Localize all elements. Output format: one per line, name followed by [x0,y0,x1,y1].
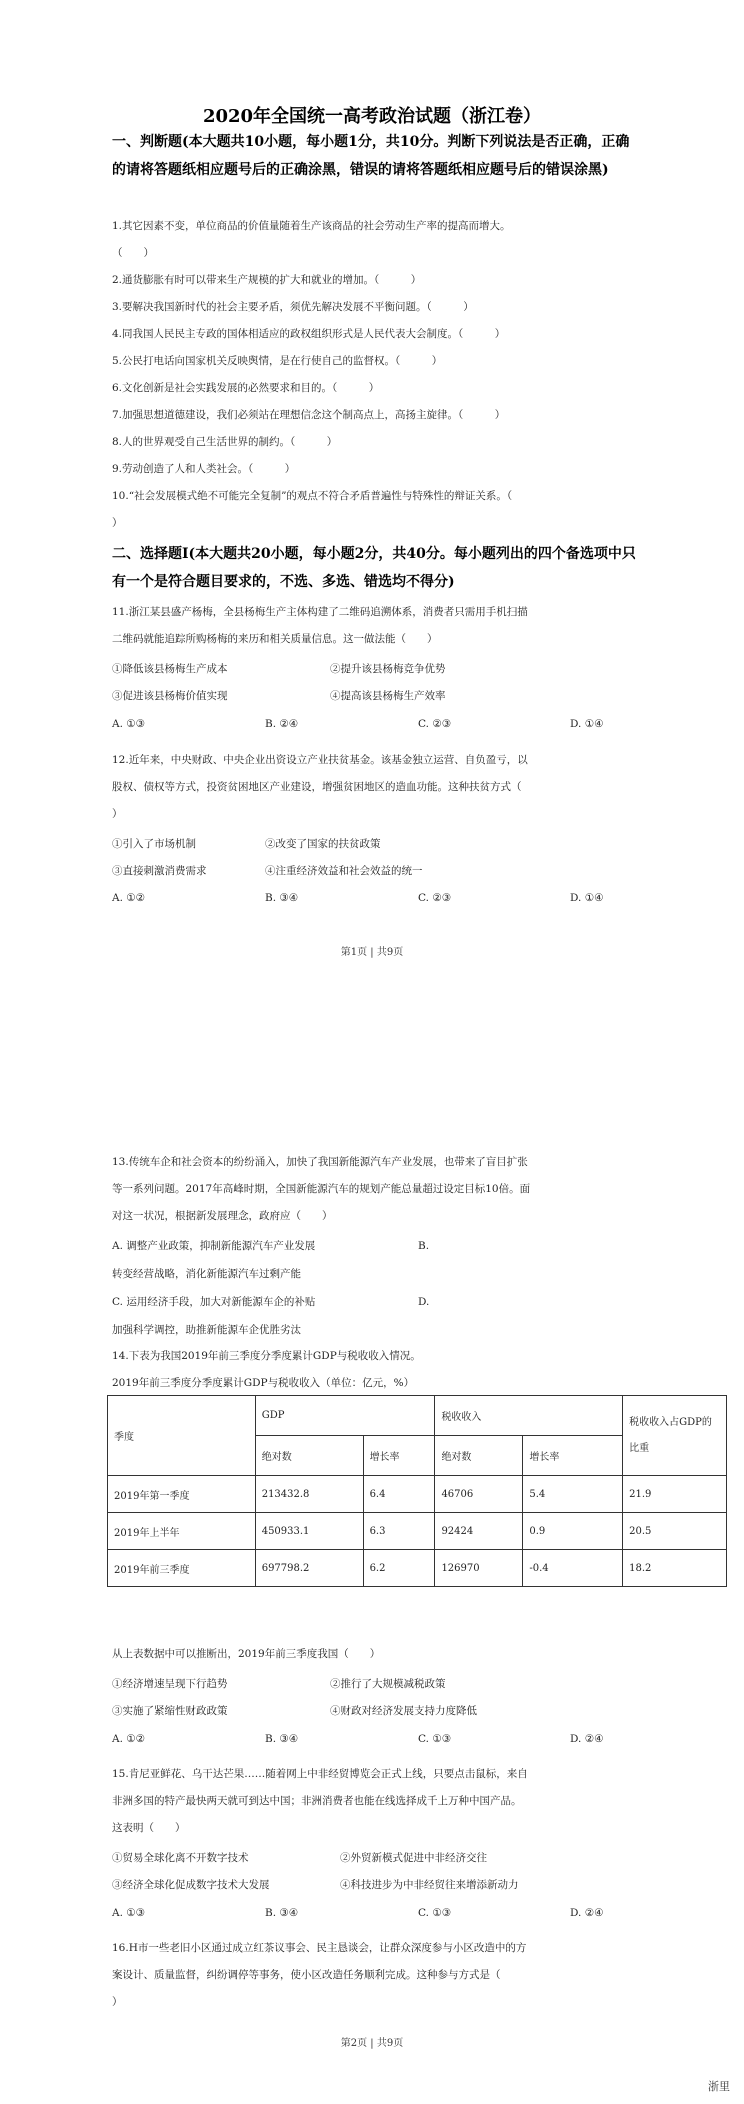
question-15-choice-a: A. ①③ [112,1907,146,1919]
question-12-line-2: 股权、债权等方式，投资贫困地区产业建设，增强贫困地区的造血功能。这种扶贫方式（ [112,781,522,793]
cell-tax: 46706 [435,1476,523,1513]
question-14-inference: 从上表数据中可以推断出，2019年前三季度我国（ ） [112,1648,381,1660]
cell-gdp-rate: 6.3 [363,1513,435,1550]
cell-ratio: 21.9 [623,1476,727,1513]
question-14-choice-b: B. ③④ [265,1733,299,1745]
question-15-choice-d: D. ②④ [570,1907,604,1919]
page-title: 2020年全国统一高考政治试题（浙江卷） [202,106,542,127]
question-15-line-2: 非洲多国的特产最快两天就可到达中国；非洲消费者也能在线选择成千上万种中国产品。 [112,1795,522,1807]
question-9: 9.劳动创造了人和人类社会。（ ） [112,463,296,475]
question-14-choice-d: D. ②④ [570,1733,604,1745]
cell-ratio: 20.5 [623,1513,727,1550]
subheader-gdp-abs: 绝对数 [255,1436,363,1476]
table-row [108,1476,727,1513]
question-12-choice-d: D. ①④ [570,892,604,904]
question-13-line-1: 13.传统车企和社会资本的纷纷涌入，加快了我国新能源汽车产业发展，也带来了盲目扩张 [112,1156,528,1168]
cell-gdp-rate: 6.2 [363,1550,435,1587]
cell-tax-rate: -0.4 [523,1550,623,1587]
subheader-gdp-rate: 增长率 [363,1436,435,1476]
page-footer-2: 第2页 | 共9页 [340,2038,404,2049]
table-header-row [108,1396,727,1436]
question-15-option-1: ①贸易全球化离不开数字技术 [112,1852,249,1864]
question-12-option-1: ①引入了市场机制 [112,838,196,850]
question-12-option-2: ②改变了国家的扶贫政策 [265,838,381,850]
subheader-tax-rate: 增长率 [523,1436,623,1476]
question-10-line-1: 10.“社会发展模式绝不可能完全复制”的观点不符合矛盾普遍性与特殊性的辩证关系。（ [112,490,513,502]
cell-gdp: 213432.8 [255,1476,363,1513]
cell-tax: 126970 [435,1550,523,1587]
question-13-choice-b-text: 转变经营战略，消化新能源汽车过剩产能 [112,1268,301,1280]
question-14-option-1: ①经济增速呈现下行趋势 [112,1678,228,1690]
cell-ratio: 18.2 [623,1550,727,1587]
question-12-choice-c: C. ②③ [418,892,452,904]
question-1-line-1: 1.其它因素不变，单位商品的价值量随着生产该商品的社会劳动生产率的提高而增大。 [112,220,511,232]
question-11-option-1: ①降低该县杨梅生产成本 [112,663,228,675]
section-heading-judgment: 一、判断题(本大题共10小题，每小题1分，共10分。判断下列说法是否正确，正确的请将答题纸相应题号后的正确涂黑，错误的请将答题纸相应题号后的错误涂黑) [112,134,630,178]
header-gdp: GDP [255,1396,435,1436]
header-season: 季度 [108,1396,256,1476]
cell-gdp: 697798.2 [255,1550,363,1587]
question-15-option-3: ③经济全球化促成数字技术大发展 [112,1879,270,1891]
question-7: 7.加强思想道德建设，我们必须站在理想信念这个制高点上，高扬主旋律。（ ） [112,409,506,421]
question-13-choice-b-label: B. [418,1240,430,1252]
question-13-choice-d-label: D. [418,1296,430,1308]
question-5: 5.公民打电话向国家机关反映舆情，是在行使自己的监督权。（ ） [112,355,443,367]
question-14-choice-c: C. ①③ [418,1733,452,1745]
question-14-option-3: ③实施了紧缩性财政政策 [112,1705,228,1717]
question-11-line-1: 11.浙江某县盛产杨梅，全县杨梅生产主体构建了二维码追溯体系，消费者只需用手机扫描 [112,606,528,618]
question-15-line-1: 15.肯尼亚鲜花、乌干达芒果……随着网上中非经贸博览会正式上线，只要点击鼠标，来自 [112,1768,528,1780]
question-16-line-2: 案设计、质量监督，纠纷调停等事务，使小区改造任务顺利完成。这种参与方式是（ [112,1969,501,1981]
table-row [108,1513,727,1550]
cell-season: 2019年前三季度 [108,1550,256,1587]
question-12-line-3: ） [112,808,123,820]
question-13-line-3: 对这一状况，根据新发展理念，政府应（ ） [112,1210,333,1222]
table-caption: 2019年前三季度分季度累计GDP与税收收入（单位：亿元，%） [112,1377,415,1389]
question-3: 3.要解决我国新时代的社会主要矛盾，须优先解决发展不平衡问题。（ ） [112,301,474,313]
cell-tax-rate: 0.9 [523,1513,623,1550]
question-11-choice-a: A. ①③ [112,718,146,730]
cell-tax-rate: 5.4 [523,1476,623,1513]
question-12-choice-a: A. ①② [112,892,146,904]
question-2: 2.通货膨胀有时可以带来生产规模的扩大和就业的增加。（ ） [112,274,422,286]
question-15-line-3: 这表明（ ） [112,1822,186,1834]
question-11-option-4: ④提高该县杨梅生产效率 [330,690,446,702]
subheader-tax-abs: 绝对数 [435,1436,523,1476]
question-8: 8.人的世界观受自己生活世界的制约。（ ） [112,436,338,448]
question-14-option-4: ④财政对经济发展支持力度降低 [330,1705,477,1717]
cell-gdp-rate: 6.4 [363,1476,435,1513]
table-row [108,1550,727,1587]
cell-season: 2019年第一季度 [108,1476,256,1513]
question-13-line-2: 等一系列问题。2017年高峰时期，全国新能源汽车的规划产能总量超过设定目标10倍。面 [112,1183,531,1195]
section-heading-choice: 二、选择题Ⅰ(本大题共20小题，每小题2分，共40分。每小题列出的四个备选项中只有一个是符合题目要求的，不选、多选、错选均不得分) [112,546,636,590]
question-16-line-1: 16.H市一些老旧小区通过成立红茶议事会、民主恳谈会，让群众深度参与小区改造中的方 [112,1942,527,1954]
question-12-choice-b: B. ③④ [265,892,299,904]
cell-gdp: 450933.1 [255,1513,363,1550]
cell-season: 2019年上半年 [108,1513,256,1550]
question-14-line-1: 14.下表为我国2019年前三季度分季度累计GDP与税收收入情况。 [112,1350,421,1362]
header-ratio: 税收收入占GDP的比重 [623,1396,727,1476]
question-14-choice-a: A. ①② [112,1733,146,1745]
question-15-option-4: ④科技进步为中非经贸往来增添新动力 [340,1879,519,1891]
question-16-line-3: ） [112,1996,123,2008]
question-11-choice-b: B. ②④ [265,718,299,730]
question-12-option-4: ④注重经济效益和社会效益的统一 [265,865,423,877]
cell-tax: 92424 [435,1513,523,1550]
question-14-option-2: ②推行了大规模减税政策 [330,1678,446,1690]
question-13-choice-c: C. 运用经济手段，加大对新能源车企的补贴 [112,1296,316,1308]
question-11-line-2: 二维码就能追踪所购杨梅的来历和相关质量信息。这一做法能（ ） [112,633,438,645]
question-13-choice-a: A. 调整产业政策，抑制新能源汽车产业发展 [112,1240,316,1252]
page-footer-1: 第1页 | 共9页 [340,947,404,958]
question-15-choice-c: C. ①③ [418,1907,452,1919]
question-4: 4.同我国人民民主专政的国体相适应的政权组织形式是人民代表大会制度。（ ） [112,328,506,340]
question-11-choice-d: D. ①④ [570,718,604,730]
question-15-option-2: ②外贸新模式促进中非经济交往 [340,1852,487,1864]
header-tax: 税收收入 [435,1396,623,1436]
question-15-choice-b: B. ③④ [265,1907,299,1919]
question-13-choice-d-text: 加强科学调控，助推新能源车企优胜劣汰 [112,1324,301,1336]
corner-watermark-text: 浙里 [708,2080,730,2093]
question-1-line-2: （ ） [112,247,154,259]
question-11-option-2: ②提升该县杨梅竞争优势 [330,663,446,675]
gdp-tax-table [107,1395,727,1587]
question-10-line-2: ） [112,517,123,529]
question-12-line-1: 12.近年来，中央财政、中央企业出资设立产业扶贫基金。该基金独立运营、自负盈亏，以 [112,754,528,766]
question-6: 6.文化创新是社会实践发展的必然要求和目的。（ ） [112,382,380,394]
question-11-choice-c: C. ②③ [418,718,452,730]
question-11-option-3: ③促进该县杨梅价值实现 [112,690,228,702]
question-12-option-3: ③直接刺激消费需求 [112,865,207,877]
